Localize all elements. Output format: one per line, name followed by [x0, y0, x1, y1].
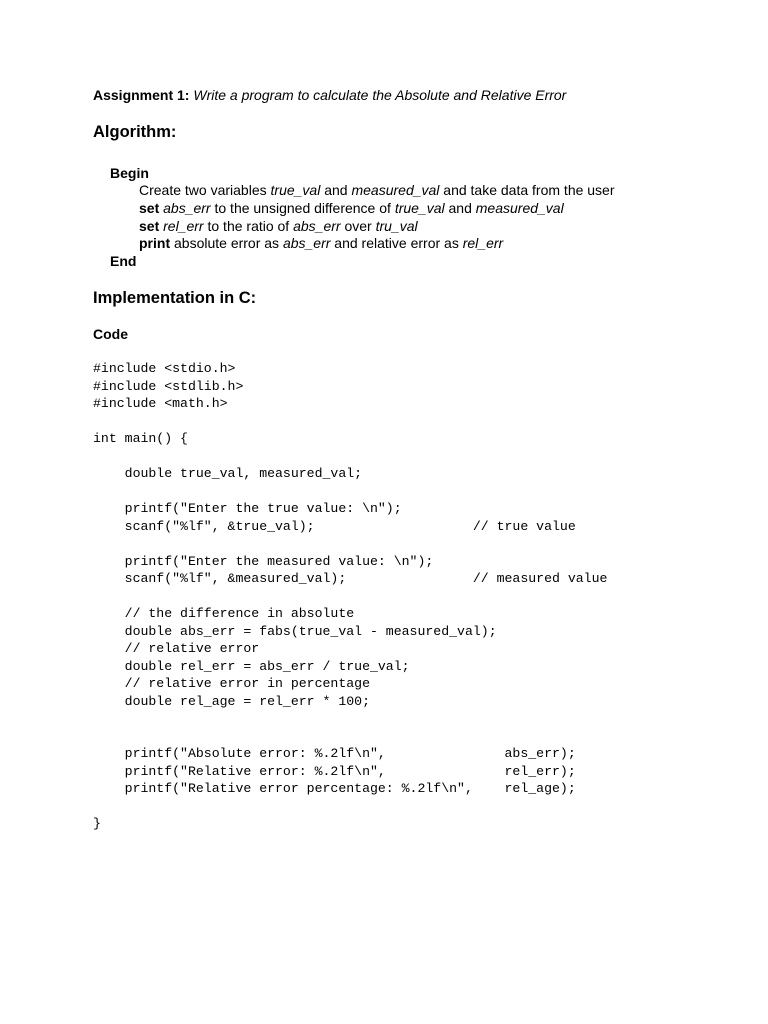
code-block [93, 360, 607, 833]
code-line: scanf("%lf", &true_val); // true value [93, 518, 576, 534]
algorithm-step [139, 181, 615, 199]
algorithm-step-text: true_val [394, 200, 445, 216]
algorithm-step-text: rel_err [462, 235, 504, 251]
algorithm-step-text: true_val [270, 182, 321, 198]
algorithm-step-text: measured_val [351, 182, 440, 198]
algorithm-step [139, 199, 564, 217]
code-line: printf("Absolute error: %.2lf\n", abs_err); [93, 746, 576, 761]
algorithm-step-text: absolute error as [170, 235, 283, 251]
code-line: // the difference in absolute [93, 606, 355, 621]
algorithm-step-text: set [139, 200, 160, 216]
code-line [93, 728, 607, 746]
assignment-label: Assignment 1: [93, 87, 190, 103]
code-line: printf("Relative error percentage: %.2lf\n", rel_age); [93, 781, 576, 796]
code-line [93, 798, 607, 816]
code-line: #include <stdio.h> [93, 361, 236, 376]
algorithm-heading: Algorithm: [93, 123, 177, 141]
algorithm-step-text: rel_err [163, 218, 204, 234]
algorithm-step-text: and take data from the user [439, 182, 615, 198]
code-line [93, 710, 607, 728]
code-line: // relative error in percentage [93, 676, 370, 691]
algorithm-step-text: and [444, 200, 476, 216]
algorithm-step-text: tru_val [375, 218, 418, 234]
code-line: int main() { [93, 431, 188, 446]
algorithm-step-text: and relative error as [330, 235, 463, 251]
code-line: double rel_err = abs_err / true_val; [93, 658, 410, 674]
algorithm-step-text: measured_val [475, 200, 564, 216]
code-line: printf("Relative error: %.2lf\n", rel_err); [93, 763, 576, 779]
code-line [93, 535, 607, 553]
algorithm-step-text: print [139, 235, 171, 251]
begin-keyword: Begin [110, 165, 149, 181]
algorithm-step-text: and [320, 182, 352, 198]
algorithm-step-text: to the ratio of [203, 218, 294, 234]
assignment-description: Write a program to calculate the Absolute and Relative Error [193, 87, 567, 103]
assignment-title [93, 86, 566, 104]
algorithm-step-text: Create two variables [139, 182, 271, 198]
algorithm-end [110, 252, 136, 270]
code-line: double rel_age = rel_err * 100; [93, 693, 370, 709]
code-line: // relative error [93, 641, 260, 656]
algorithm-step-text: to the unsigned difference of [210, 200, 395, 216]
code-line: scanf("%lf", &measured_val); // measured value [93, 571, 608, 586]
code-line [93, 588, 607, 606]
algorithm-step-text: abs_err [163, 200, 211, 216]
code-line [93, 448, 607, 466]
code-line: #include <math.h> [93, 396, 228, 411]
code-line [93, 413, 607, 431]
code-line: printf("Enter the measured value: \n"); [93, 553, 434, 569]
code-line: #include <stdlib.h> [93, 378, 244, 394]
code-line: double abs_err = fabs(true_val - measured_val); [93, 623, 497, 639]
code-line: } [93, 816, 101, 831]
algorithm-step-text: set [139, 218, 160, 234]
code-line: double true_val, measured_val; [93, 466, 363, 481]
end-keyword: End [110, 253, 137, 269]
algorithm-step-text: abs_err [293, 218, 341, 234]
algorithm-step-text: over [340, 218, 376, 234]
code-line: printf("Enter the true value: \n"); [93, 501, 402, 516]
algorithm-step [139, 234, 503, 252]
implementation-heading: Implementation in C: [93, 289, 257, 307]
code-line [93, 483, 607, 501]
algorithm-step [139, 217, 418, 235]
code-heading: Code [93, 326, 128, 342]
algorithm-step-text: abs_err [282, 235, 331, 251]
algorithm-begin [110, 164, 149, 182]
